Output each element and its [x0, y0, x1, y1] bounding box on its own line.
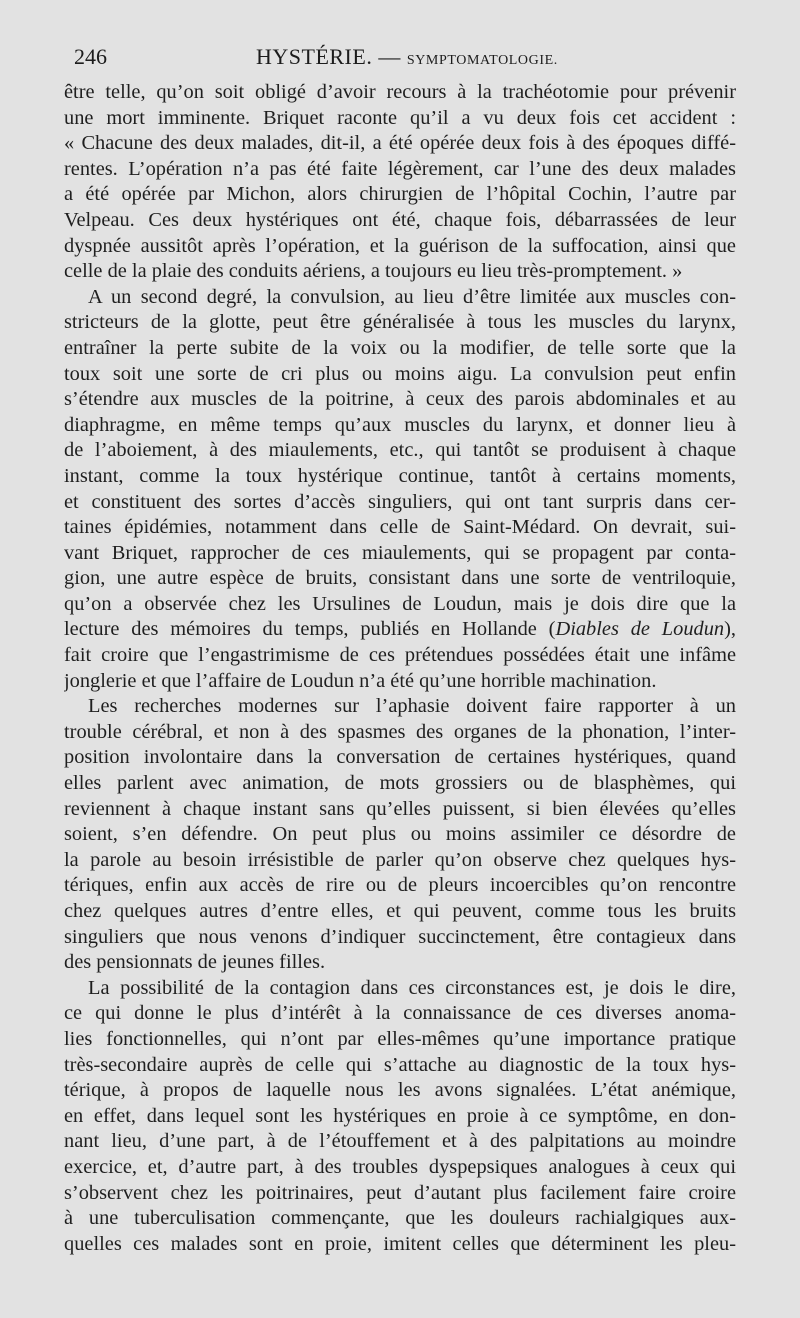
text-line: dyspnée aussitôt après l’opération, et la guérison de la suffocation, ainsi que — [64, 234, 736, 257]
text-line: taines épidémies, notamment dans celle de Saint-Médard. On devrait, sui- — [64, 516, 736, 539]
text-line: a été opérée par Michon, alors chirurgien de l’hôpital Cochin, l’autre par — [64, 183, 736, 206]
text-line: une mort imminente. Briquet raconte qu’il a vu deux fois cet accident : — [64, 106, 736, 129]
text-line: instant, comme la toux hystérique continue, tantôt à certains moments, — [64, 464, 736, 487]
page-number: 246 — [74, 44, 107, 69]
text-line: quelles ces malades sont en proie, imitent celles que déterminent les pleu- — [64, 1232, 736, 1255]
text-line: s’étendre aux muscles de la poitrine, à ceux des parois abdominales et au — [64, 388, 736, 411]
text-line: A un second degré, la convulsion, au lieu d’être limitée aux muscles con- — [88, 285, 736, 308]
running-head-separator: — — [378, 44, 401, 69]
text-line: jonglerie et que l’affaire de Loudun n’a été qu’une horrible machination. — [64, 669, 657, 692]
running-head-title: HYSTÉRIE. — [256, 44, 373, 69]
text-line: de l’aboiement, à des miaulements, etc., qui tantôt se produisent à chaque — [64, 439, 736, 462]
text-line: toux soit une sorte de cri plus ou moins aigu. La convulsion peut enfin — [64, 362, 736, 385]
text-line: lies fonctionnelles, qui n’ont par elles-mêmes qu’une importance pratique — [64, 1027, 736, 1050]
text-line: elles parlent avec animation, de mots grossiers ou de blasphèmes, qui — [64, 772, 736, 795]
text-segment: lecture des mémoires du temps, publiés en Hollande ( — [64, 618, 556, 641]
text-line: trouble cérébral, et non à des spasmes des organes de la phonation, l’inter- — [64, 720, 736, 743]
running-head — [256, 44, 558, 70]
text-line: tériques, enfin aux accès de rire ou de pleurs incoercibles qu’on rencontre — [64, 874, 736, 897]
text-line: position involontaire dans la conversation de certaines hystériques, quand — [64, 746, 736, 769]
text-line: nant lieu, d’une part, à de l’étouffement et à des palpitations au moindre — [64, 1130, 736, 1153]
text-line: être telle, qu’on soit obligé d’avoir recours à la trachéotomie pour prévenir — [64, 81, 736, 103]
text-line: entraîner la perte subite de la voix ou la modifier, de telle sorte que la — [64, 336, 736, 359]
text-line: la parole au besoin irrésistible de parler qu’on observe chez quelques hys- — [64, 848, 736, 871]
text-line: singuliers que nous venons d’indiquer succinctement, être contagieux dans — [64, 925, 736, 948]
text-line: en effet, dans lequel sont les hystériques en proie à ce symptôme, en don- — [64, 1104, 736, 1127]
running-head-subtitle: SYMPTOMATOLOGIE. — [406, 53, 558, 68]
text-line: s’observent chez les poitrinaires, peut d’autant plus facilement faire croire — [64, 1181, 736, 1204]
text-line: ce qui donne le plus d’intérêt à la connaissance de ces diverses anoma- — [64, 1002, 736, 1025]
text-segment: ), — [724, 618, 736, 641]
text-line: Les recherches modernes sur l’aphasie doivent faire rapporter à un — [88, 695, 736, 718]
text-line: très-secondaire auprès de celle qui s’attache au diagnostic de la toux hys- — [64, 1053, 736, 1076]
text-line: qu’on a observée chez les Ursulines de Loudun, mais je dois dire que la — [64, 592, 736, 615]
text-line: vant Briquet, rapprocher de ces miaulements, qui se propagent par conta- — [64, 541, 736, 564]
text-line: des pensionnats de jeunes filles. — [64, 951, 326, 974]
text-line: stricteurs de la glotte, peut être généralisée à tous les muscles du larynx, — [64, 311, 736, 334]
body-text — [64, 80, 736, 1257]
text-line: celle de la plaie des conduits aériens, a toujours eu lieu très-promptement. » — [64, 260, 683, 283]
page-header — [74, 40, 742, 76]
text-line: fait croire que l’engastrimisme de ces prétendues possédées était une infâme — [64, 644, 736, 667]
text-line: diaphragme, en même temps qu’aux muscles du larynx, et donner lieu à — [64, 413, 736, 436]
text-line: chez quelques autres d’entre elles, et qui peuvent, comme tous les bruits — [64, 900, 736, 922]
text-line-with-italic — [64, 617, 736, 643]
text-line: gion, une autre espèce de bruits, consistant dans une sorte de ventriloquie, — [64, 567, 736, 590]
text-line: à une tuberculisation commençante, que les douleurs rachialgiques aux- — [64, 1207, 736, 1230]
text-line: Velpeau. Ces deux hystériques ont été, chaque fois, débarrassées de leur — [64, 208, 736, 231]
text-line: « Chacune des deux malades, dit-il, a été opérée deux fois à des époques diffé- — [64, 132, 736, 155]
text-line: rentes. L’opération n’a pas été faite légèrement, car l’une des deux malades — [64, 157, 736, 180]
text-line: reviennent à chaque instant sans qu’elles puissent, si bien élevées qu’elles — [64, 797, 736, 820]
text-line: térique, à propos de laquelle nous les avons signalées. L’état anémique, — [64, 1079, 736, 1102]
text-line: soient, s’en défendre. On peut plus ou moins assimiler ce désordre de — [64, 823, 736, 846]
italic-title: Diables de Loudun — [555, 618, 725, 641]
text-line: exercice, et, d’autre part, à des troubles dyspepsiques analogues à ceux qui — [64, 1155, 736, 1178]
text-line: La possibilité de la contagion dans ces circonstances est, je dois le dire, — [88, 976, 736, 999]
text-line: et constituent des sortes d’accès singuliers, qui ont tant surpris dans cer- — [64, 490, 736, 513]
